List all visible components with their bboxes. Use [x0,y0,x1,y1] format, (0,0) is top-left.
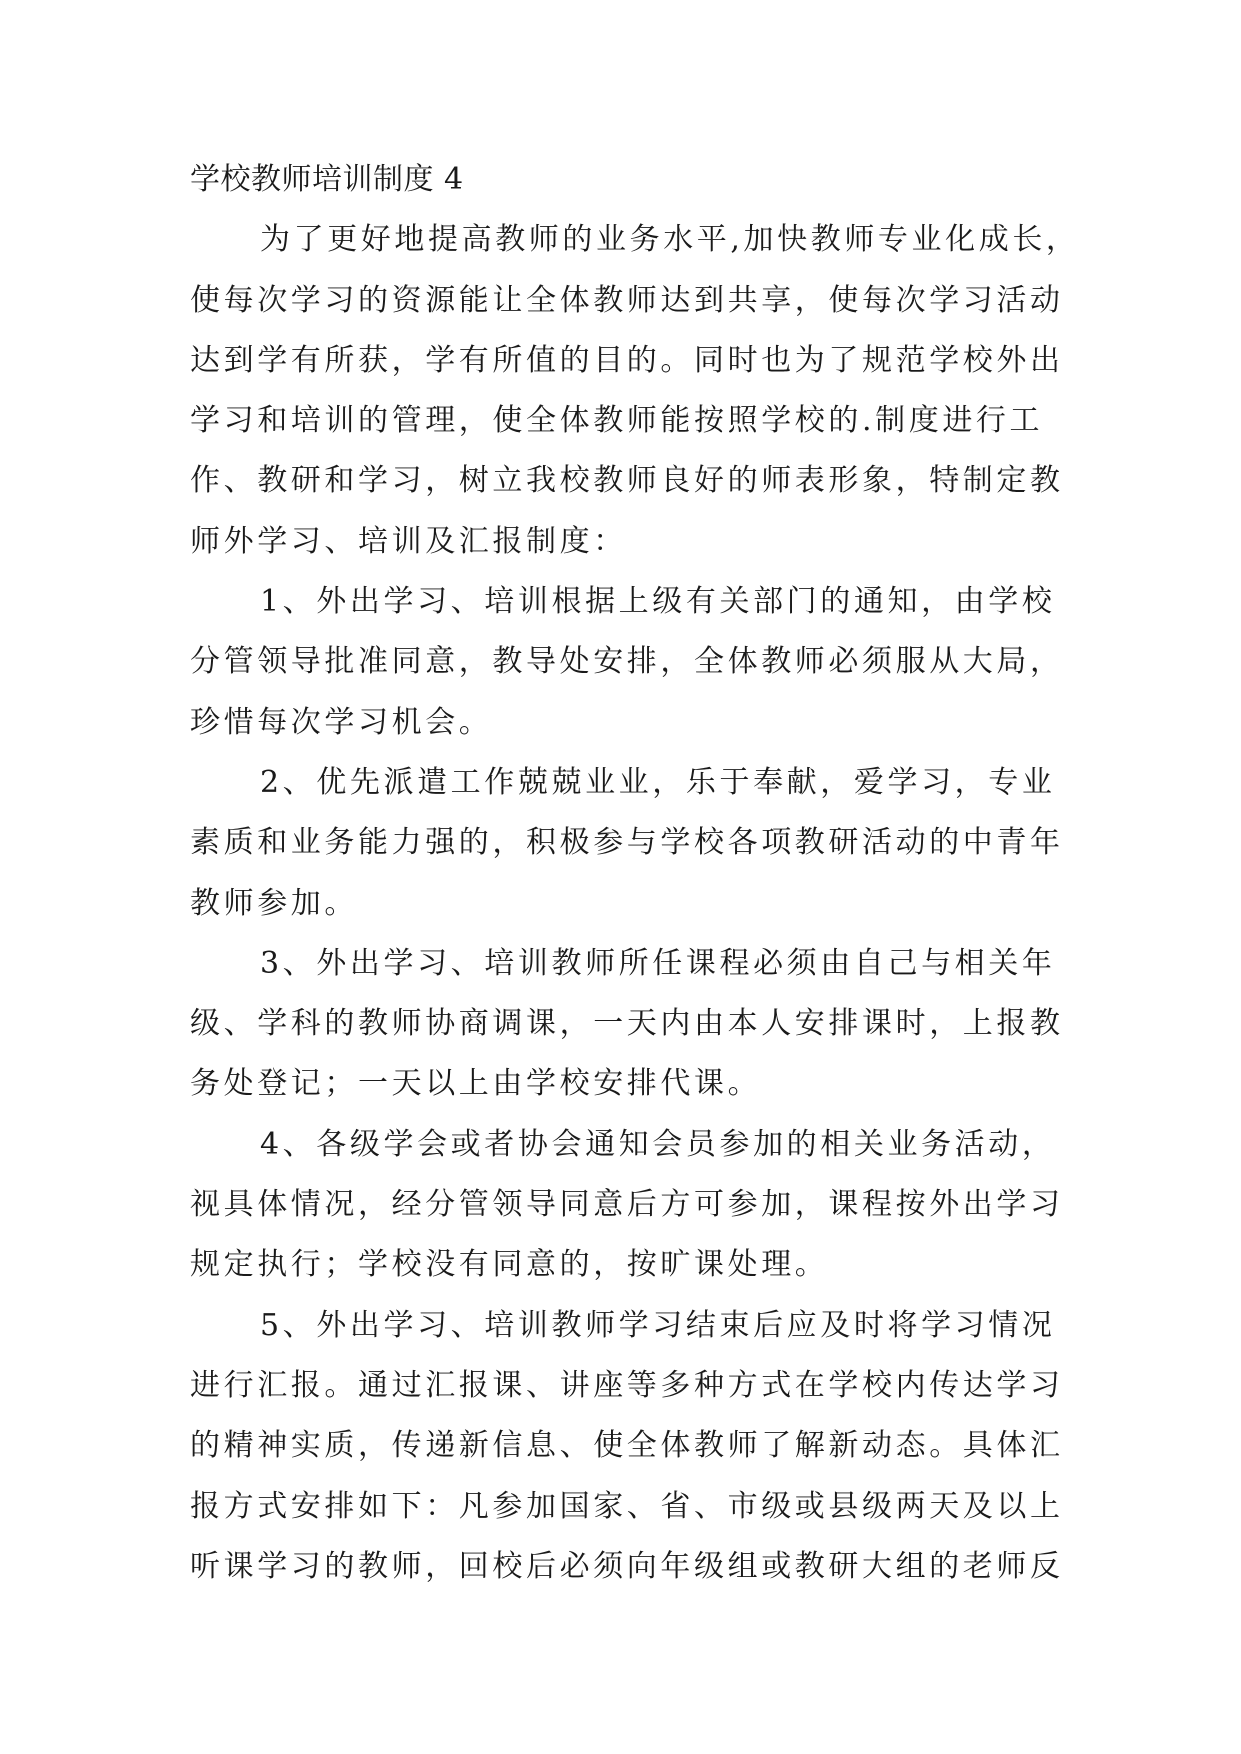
rule-1-line: 珍惜每次学习机会。 [190,704,493,740]
rule-5-line: 5、外出学习、培训教师学习结束后应及时将学习情况 [260,1307,1056,1343]
paragraph-intro-line: 为了更好地提高教师的业务水平,加快教师专业化成长， [260,222,1080,258]
rule-2-line: 素质和业务能力强的，积极参与学校各项教研活动的中青年 [190,825,1064,861]
rule-3-line: 务处登记；一天以上由学校安排代课。 [190,1066,762,1102]
rule-4-line: 4、各级学会或者协会通知会员参加的相关业务活动， [260,1126,1056,1162]
paragraph-intro-line: 作、教研和学习，树立我校教师良好的师表形象，特制定教 [190,463,1064,499]
paragraph-intro-line: 学习和培训的管理，使全体教师能按照学校的.制度进行工 [190,403,1044,439]
rule-4-line: 规定执行；学校没有同意的，按旷课处理。 [190,1247,829,1283]
document-title: 学校教师培训制度 4 [190,162,464,197]
paragraph-intro-line: 达到学有所获，学有所值的目的。同时也为了规范学校外出 [190,342,1064,378]
rule-5-line: 的精神实质，传递新信息、使全体教师了解新动态。具体汇 [190,1428,1064,1464]
rule-2-line: 教师参加。 [190,885,358,921]
rule-4-line: 视具体情况，经分管领导同意后方可参加，课程按外出学习 [190,1187,1064,1223]
rule-3-line: 级、学科的教师协商调课，一天内由本人安排课时，上报教 [190,1006,1064,1042]
rule-5-line: 听课学习的教师，回校后必须向年级组或教研大组的老师反 [190,1548,1064,1584]
rule-5-line: 报方式安排如下：凡参加国家、省、市级或县级两天及以上 [190,1488,1064,1524]
document-body [190,160,1080,1607]
rule-2-line: 2、优先派遣工作兢兢业业，乐于奉献，爱学习，专业 [260,764,1056,800]
paragraph-intro-line: 师外学习、培训及汇报制度： [190,523,627,559]
rule-5-line: 进行汇报。通过汇报课、讲座等多种方式在学校内传达学习 [190,1367,1064,1403]
rule-1-line: 分管领导批准同意，教导处安排，全体教师必须服从大局， [190,644,1064,680]
rule-1-line: 1、外出学习、培训根据上级有关部门的通知，由学校 [260,584,1056,620]
paragraph-intro-line: 使每次学习的资源能让全体教师达到共享，使每次学习活动 [190,282,1064,318]
rule-3-line: 3、外出学习、培训教师所任课程必须由自己与相关年 [260,945,1056,981]
